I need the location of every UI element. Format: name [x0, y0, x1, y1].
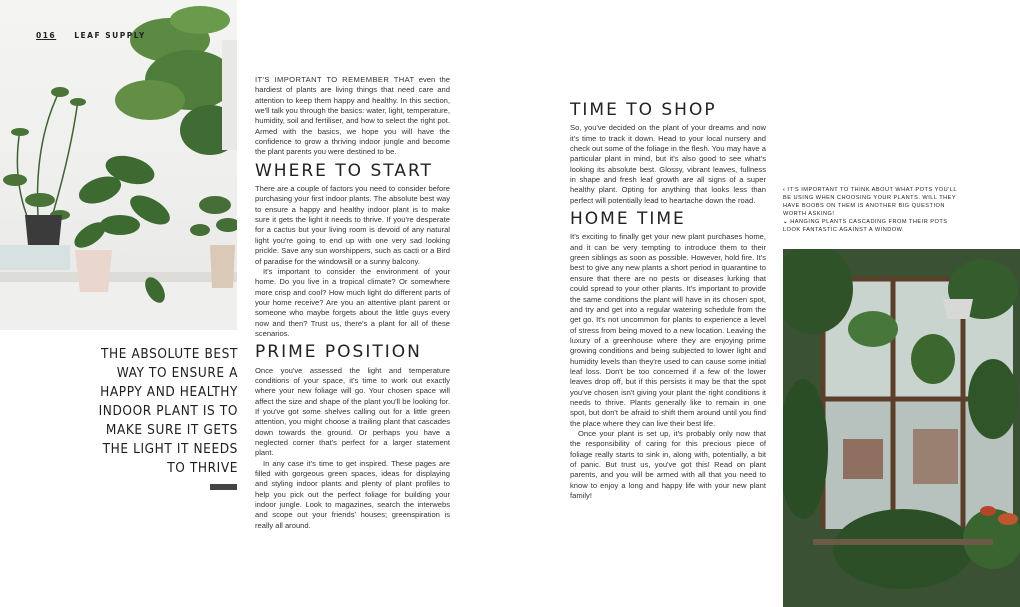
pull-quote-bar [210, 484, 237, 490]
pink-pot [75, 250, 112, 292]
intro-lead: IT'S IMPORTANT TO REMEMBER THAT [255, 75, 415, 84]
paragraph: Once you've assessed the light and temperature conditions of your space, it's time to work out exactly where your new foliage will go. Your chosen space will affect the size and shape of the plant you'll be looking for. If you've got some shelves calling out for a little green attention, you might choose a trailing plant that cascades down towards the ground. Or perhaps you have a neglected corner that's perfect for a larger statement plant. [255, 365, 450, 458]
heading-time-to-shop: TIME TO SHOP [570, 100, 717, 120]
plants-illustration [0, 0, 237, 330]
heading-home-time: HOME TIME [570, 209, 686, 230]
arrow-down-icon: ⌄ [783, 219, 791, 225]
heading-prime-position: PRIME POSITION [255, 342, 422, 363]
caption-line-2 [783, 218, 958, 234]
paragraph: There are a couple of factors you need to consider before purchasing your first indoor plants. The absolute best way to ensure a happy and healthy indoor plant is to make sure it gets the light it needs to thrive. If you're desperate for a cactus but your living room is devoid of any natural light you're going to end up with one very sad looking prickle. Save any sun worshippers, such as cacti or a Bird of paradise for the windowsill or a sunny balcony. [255, 184, 450, 266]
caption-text-2: HANGING PLANTS CASCADING FROM THEIR POTS LOOK FANTASTIC AGAINST A WINDOW. [783, 219, 948, 233]
intro-paragraph [255, 75, 450, 158]
text-column-2 [570, 100, 766, 501]
caption-text-1: IT'S IMPORTANT TO THINK ABOUT WHAT POTS YOU'LL BE USING WHEN CHOOSING YOUR PLANTS. WILL THEY HAVE BOOBS ON THEM IS ANOTHER BIG QUESTION WORTH ASKING! [783, 187, 957, 217]
window-plants-illustration [783, 249, 1020, 607]
pull-quote: THE ABSOLUTE BEST WAY TO ENSURE A HAPPY AND HEALTHY INDOOR PLANT IS TO MAKE SURE IT GETS THE LIGHT IT NEEDS TO THRIVE [98, 346, 238, 476]
photo-caption [783, 186, 958, 234]
hanging-plants-window-photo [783, 249, 1020, 607]
fern-leaves [115, 6, 237, 155]
paragraph: So, you've decided on the plant of your dreams and now it's time to track it down. Head to your local nursery and check out some of the foliage in the flesh. You may have a particular plant in mind, but it's also good to see what's looking its absolute best. Glossy, vibrant leaves, fullness in shape and fresh leaf growth are all signs of a super healthy plant. Opting for anything that looks less than perfect will potentially lead to heartache down the road. [570, 123, 766, 205]
paragraph: In any case it's time to get inspired. These pages are filled with gorgeous green spaces, ideas for displaying and styling indoor plants and plenty of plant profiles to help you pick out the perfect foliage for building your indoor jungle. Look to magazines, search the interwebs and scope out your friends' houses; greenspiration is really all around. [255, 458, 450, 530]
page-number: 016 [36, 31, 57, 40]
book-title: LEAF SUPPLY [74, 31, 146, 40]
paragraph: Once your plant is set up, it's probably only now that the responsibility of caring for this precious piece of foliage really starts to sink in, along with, potentially, a bit of panic. But trust us, you've got this! Read on plant parents, and you will be armed with all that you need to know to enjoy a long and happy life with your new plant family! [570, 428, 766, 501]
woven-basket [210, 245, 235, 288]
arrow-left-icon: ‹ [783, 187, 788, 193]
intro-rest: even the hardiest of plants are living things that need care and attention to keep them happy and healthy. In this section, we'll talk you through the basics: water, light, temperature, humidity, soil and fertiliser, and how to select the right pot. Armed with the basics, we hope you will have the confidence to grow a thriving indoor jungle and become the plant parents you were destined to be. [255, 75, 450, 157]
running-header [36, 31, 146, 40]
text-column-1 [255, 75, 450, 531]
plants-on-shelf-photo [0, 0, 237, 330]
heading-where-to-start: WHERE TO START [255, 160, 433, 181]
paragraph: It's exciting to finally get your new plant purchases home, and it can be very tempting to introduce them to their green siblings as soon as possible. However, hold fire. It's best to give any new plants a short period in quarantine to ensure that there are no pests or diseases lurking that could spread to your other plants. It's important to provide the same conditions the plant will have in its chosen spot, and try and get into a regular watering schedule from the get go. It's not uncommon for plants to experience a level of stress from being moved to a new location. Leaving the luxury of a greenhouse where they are enjoying prime growing conditions and being subjected to lower light and humidity levels than they're used to can cause some initial leaf loss. Don't be too concerned if a few of the lower leaves drop off, but if this persists it may be that the spot you've chosen isn't giving your plant the right conditions it needs to thrive. Plants generally like to remain in one spot, but don't be afraid to shift them around until you find the place where they can live their best life. [570, 232, 766, 428]
caption-line-1 [783, 186, 958, 218]
paragraph: It's important to consider the environment of your home. Do you live in a tropical climate? Or somewhere more crisp and cool? How much light do different parts of your home receive? Are you an attentive plant parent or someone who maybe forgets about the little guys every now and then? Trust us, there's a plant for all of these scenarios. [255, 266, 450, 338]
books [0, 245, 70, 270]
